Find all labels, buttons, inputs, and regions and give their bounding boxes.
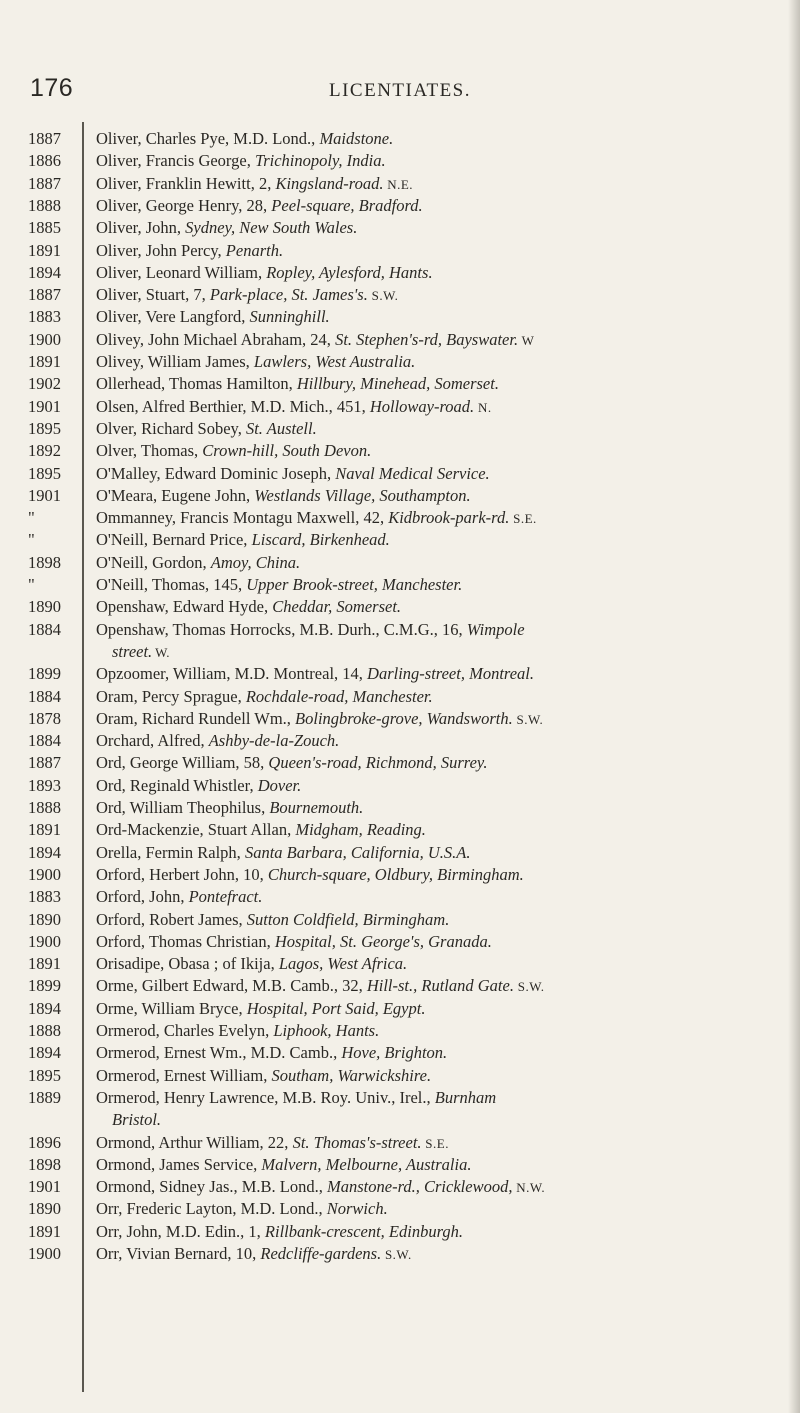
entry-name: Orford, Thomas Christian, xyxy=(96,931,275,951)
entry-name: Olivey, William James, xyxy=(96,352,254,371)
entry-postal-district: N.W. xyxy=(512,1180,546,1196)
entry-text xyxy=(96,574,788,596)
entry-text xyxy=(96,708,788,731)
entry-text xyxy=(96,797,788,819)
entry-continuation-text: street. xyxy=(112,641,153,661)
entry-address: Hill-st., Rutland Gate. xyxy=(366,976,514,996)
entry-address: Hove, Brighton. xyxy=(341,1043,448,1063)
entry-year: 1891 xyxy=(28,954,61,974)
entry-name: Olivey, John Michael Abraham, 24, xyxy=(96,329,336,349)
entry-postal-district: S.W. xyxy=(513,979,545,995)
entry-row xyxy=(0,440,800,462)
entry-address: Sunninghill. xyxy=(249,307,330,327)
entry-row xyxy=(0,752,800,774)
entry-address: Wimpole xyxy=(466,619,525,639)
running-head: LICENTIATES. xyxy=(328,80,471,101)
entry-name: Oliver, John, xyxy=(96,218,186,238)
page-edge-shadow xyxy=(788,0,800,1413)
entry-address: Bournemouth. xyxy=(269,798,364,817)
entry-text xyxy=(96,686,788,708)
entry-text xyxy=(96,440,788,462)
entry-address: Queen's-road, Richmond, Surrey. xyxy=(268,753,488,773)
entry-name: Oliver, Stuart, 7, xyxy=(96,285,210,305)
entry-row xyxy=(0,351,800,373)
entry-name: Ormerod, Ernest Wm., M.D. Camb., xyxy=(96,1043,342,1063)
entry-year: 1887 xyxy=(28,129,61,148)
page-header xyxy=(0,74,800,108)
entry-year: 1884 xyxy=(28,731,61,751)
entry-row xyxy=(0,1243,800,1265)
entry-year: 1894 xyxy=(28,262,61,282)
entry-text xyxy=(96,351,788,373)
entry-row xyxy=(0,1020,800,1042)
entry-address: Liphook, Hants. xyxy=(273,1021,380,1040)
entry-year: 1887 xyxy=(28,173,61,193)
entry-row xyxy=(0,128,800,150)
entry-address: Lagos, West Africa. xyxy=(278,954,408,974)
entry-year: " xyxy=(28,530,35,550)
entry-row xyxy=(0,1221,800,1243)
entry-row xyxy=(0,1042,800,1064)
entry-name: O'Neill, Bernard Price, xyxy=(96,530,252,550)
entry-year: 1891 xyxy=(28,1221,61,1241)
entry-address: Malvern, Melbourne, Australia. xyxy=(261,1154,472,1174)
entry-name: Ord, William Theophilus, xyxy=(96,798,270,817)
entry-row xyxy=(0,1176,800,1198)
entry-postal-district: S.E. xyxy=(421,1135,449,1151)
entry-row xyxy=(0,775,800,797)
entry-address: St. Thomas's-street. xyxy=(292,1132,422,1152)
entry-name: Ormond, Arthur William, 22, xyxy=(96,1132,293,1152)
entry-text xyxy=(96,485,788,507)
entry-year: 1901 xyxy=(28,1177,61,1197)
entry-name: O'Malley, Edward Dominic Joseph, xyxy=(96,463,336,483)
entry-postal-district: S.W. xyxy=(367,288,399,304)
entry-year: 1895 xyxy=(28,418,61,438)
entry-row xyxy=(0,1065,800,1087)
entry-text xyxy=(96,1020,788,1042)
entry-name: Ormond, Sidney Jas., M.B. Lond., xyxy=(96,1177,327,1197)
entry-postal-district: W. xyxy=(152,644,170,660)
entry-postal-district: S.W. xyxy=(381,1247,412,1262)
entry-year: 1898 xyxy=(28,1154,61,1174)
entry-year: 1884 xyxy=(28,619,61,639)
entry-row xyxy=(0,842,800,864)
entry-row xyxy=(0,886,800,908)
entry-text xyxy=(96,529,788,551)
entry-row xyxy=(0,217,800,239)
entry-year: " xyxy=(28,575,35,594)
entry-address: Upper Brook-street, Manchester. xyxy=(246,575,463,594)
entry-row xyxy=(0,240,800,262)
entry-year: 1902 xyxy=(28,374,61,394)
entry-year: 1895 xyxy=(28,463,61,483)
entry-continuation xyxy=(112,641,788,664)
entry-address: Santa Barbara, California, U.S.A. xyxy=(244,842,471,862)
entry-name: Ord, George William, 58, xyxy=(96,753,269,773)
entry-name: Orford, John, xyxy=(96,887,189,907)
entry-continuation xyxy=(112,1109,788,1131)
entry-year: 1899 xyxy=(28,976,61,996)
entry-year: 1883 xyxy=(28,887,61,907)
entry-text xyxy=(96,953,788,975)
entry-name: Oram, Percy Sprague, xyxy=(96,686,246,706)
entry-address: Rillbank-crescent, Edinburgh. xyxy=(264,1221,464,1241)
entry-name: Ommanney, Francis Montagu Maxwell, 42, xyxy=(96,508,389,528)
entry-year: 1894 xyxy=(28,1043,61,1063)
entry-text xyxy=(96,998,788,1020)
entry-row xyxy=(0,998,800,1020)
entry-address: Midgham, Reading. xyxy=(295,820,426,840)
entry-address: Burnham xyxy=(434,1087,497,1107)
entry-year: 1900 xyxy=(28,931,61,951)
entry-row xyxy=(0,485,800,507)
entry-name: Oliver, Franklin Hewitt, 2, xyxy=(96,173,276,193)
entry-year: 1883 xyxy=(28,307,61,327)
entry-year: 1900 xyxy=(28,864,61,884)
entry-address: St. Stephen's-rd, Bayswater. xyxy=(335,329,519,349)
entry-name: Oliver, Vere Langford, xyxy=(96,307,250,327)
entry-text xyxy=(96,552,788,574)
entry-address: Naval Medical Service. xyxy=(335,463,490,483)
entry-address: Ropley, Aylesford, Hants. xyxy=(266,262,433,282)
entry-year: 1888 xyxy=(28,1021,61,1040)
entry-text xyxy=(96,1243,788,1266)
entry-year: 1898 xyxy=(28,552,61,572)
entry-address: Pontefract. xyxy=(188,887,263,907)
entry-address: Peel-square, Bradford. xyxy=(271,195,423,215)
entry-address: Sydney, New South Wales. xyxy=(185,218,358,238)
entry-row xyxy=(0,529,800,551)
entry-text xyxy=(96,1132,788,1155)
entry-address: Kingsland-road. xyxy=(275,173,384,193)
entry-text xyxy=(96,775,788,797)
entry-row xyxy=(0,1198,800,1220)
entry-postal-district: S.W. xyxy=(512,711,544,727)
entry-row xyxy=(0,663,800,685)
entry-name: Ormond, James Service, xyxy=(96,1154,262,1174)
entry-name: Ord, Reginald Whistler, xyxy=(96,775,258,795)
entry-row xyxy=(0,552,800,574)
entry-address: Redcliffe-gardens. xyxy=(260,1244,382,1263)
entry-name: Openshaw, Thomas Horrocks, M.B. Durh., C.M.G., 16, xyxy=(96,619,467,639)
entry-year: 1900 xyxy=(28,1244,61,1263)
entry-text xyxy=(96,463,788,485)
entry-row xyxy=(0,262,800,284)
entry-row xyxy=(0,306,800,328)
entry-row xyxy=(0,150,800,172)
entry-name: Ormerod, Charles Evelyn, xyxy=(96,1021,274,1040)
entry-continuation-text: Bristol. xyxy=(112,1110,162,1130)
entry-name: Orme, William Bryce, xyxy=(96,998,247,1018)
entry-name: O'Neill, Thomas, 145, xyxy=(96,575,247,594)
entry-address: Cheddar, Somerset. xyxy=(272,597,402,617)
entry-text xyxy=(96,306,788,328)
entry-name: Olver, Thomas, xyxy=(96,441,203,461)
entry-text xyxy=(96,1154,788,1176)
entry-text xyxy=(96,418,788,440)
entry-text xyxy=(96,217,788,239)
entry-year: 1889 xyxy=(28,1087,61,1107)
entry-name: O'Meara, Eugene John, xyxy=(96,485,255,505)
entry-year: 1878 xyxy=(28,708,61,728)
entry-name: Ormerod, Henry Lawrence, M.B. Roy. Univ., Irel., xyxy=(96,1087,435,1107)
entry-row xyxy=(0,195,800,217)
entry-name: Oliver, Leonard William, xyxy=(96,262,267,282)
entry-text xyxy=(96,1176,788,1199)
entry-row xyxy=(0,730,800,752)
entry-year: 1893 xyxy=(28,775,61,795)
entry-address: St. Austell. xyxy=(245,418,317,438)
entry-text xyxy=(96,842,788,864)
entry-text xyxy=(96,128,788,150)
entry-text xyxy=(96,396,788,419)
entry-text xyxy=(96,1065,788,1087)
entry-row xyxy=(0,373,800,395)
entry-address: Maidstone. xyxy=(319,129,394,148)
entry-text xyxy=(96,864,788,886)
entry-text xyxy=(96,1087,788,1109)
entry-name: Orr, Frederic Layton, M.D. Lond., xyxy=(96,1199,327,1219)
entry-year: 1901 xyxy=(28,396,61,416)
entry-row xyxy=(0,507,800,529)
entry-name: Orme, Gilbert Edward, M.B. Camb., 32, xyxy=(96,976,367,996)
entry-year: 1899 xyxy=(28,664,61,684)
entry-address: Kidbrook-park-rd. xyxy=(388,508,510,528)
entry-year: 1891 xyxy=(28,240,61,260)
entry-text xyxy=(96,1221,788,1243)
entry-row xyxy=(0,284,800,306)
entry-address: Church-square, Oldbury, Birmingham. xyxy=(267,864,524,884)
entry-name: Openshaw, Edward Hyde, xyxy=(96,597,273,617)
page-number: 176 xyxy=(30,74,74,102)
entry-year: 1896 xyxy=(28,1132,61,1152)
entry-year: 1886 xyxy=(28,151,61,171)
entry-address: Hospital, St. George's, Granada. xyxy=(274,931,492,951)
entry-year: 1890 xyxy=(28,909,61,929)
entry-text xyxy=(96,507,788,530)
entry-name: Oliver, George Henry, 28, xyxy=(96,195,272,215)
entry-row xyxy=(0,931,800,953)
entry-row xyxy=(0,909,800,931)
entry-postal-district: W xyxy=(518,332,535,348)
entry-text xyxy=(96,752,788,774)
entry-text xyxy=(96,173,788,196)
entry-name: Orella, Fermin Ralph, xyxy=(96,842,245,862)
entry-row xyxy=(0,953,800,975)
entry-address: Norwich. xyxy=(326,1199,388,1219)
entry-text xyxy=(96,329,788,352)
entry-year: 1900 xyxy=(28,329,61,349)
entry-row xyxy=(0,975,800,997)
entry-address: Park-place, St. James's. xyxy=(209,285,368,305)
entry-address: Dover. xyxy=(257,775,302,795)
entry-year: 1887 xyxy=(28,753,61,773)
entry-row xyxy=(0,173,800,195)
entry-postal-district: N.E. xyxy=(383,176,414,192)
entry-row xyxy=(0,396,800,418)
entry-text xyxy=(96,150,788,172)
entry-year: 1891 xyxy=(28,820,61,840)
entry-address: Holloway-road. xyxy=(369,396,475,416)
entry-address: Westlands Village, Southampton. xyxy=(254,485,471,505)
entry-address: Hillbury, Minehead, Somerset. xyxy=(296,374,499,394)
entry-name: Orford, Robert James, xyxy=(96,909,247,929)
entry-year: 1890 xyxy=(28,1199,61,1219)
entry-text xyxy=(96,284,788,307)
entry-address: Sutton Coldfield, Birmingham. xyxy=(246,909,450,929)
entry-row xyxy=(0,329,800,351)
entry-name: Oliver, Charles Pye, M.D. Lond., xyxy=(96,129,320,148)
entry-name: Oliver, Francis George, xyxy=(96,151,255,171)
entry-name: Opzoomer, William, M.D. Montreal, 14, xyxy=(96,664,368,684)
entry-text xyxy=(96,1042,788,1064)
entry-text xyxy=(96,1198,788,1220)
entry-address: Darling-street, Montreal. xyxy=(367,664,535,684)
entry-address: Penarth. xyxy=(225,240,284,260)
entry-year: 1890 xyxy=(28,597,61,617)
entry-name: Orr, Vivian Bernard, 10, xyxy=(96,1244,261,1263)
entry-address: Lawlers, West Australia. xyxy=(253,352,416,371)
entry-row xyxy=(0,708,800,730)
entry-year: 1888 xyxy=(28,798,61,817)
entry-year: 1885 xyxy=(28,218,61,238)
entry-year: 1901 xyxy=(28,485,61,505)
entry-text xyxy=(96,931,788,953)
entry-text xyxy=(96,819,788,841)
entry-text xyxy=(96,262,788,284)
entry-address: Hospital, Port Said, Egypt. xyxy=(246,998,426,1018)
entry-year: 1891 xyxy=(28,352,61,371)
entry-text xyxy=(96,596,788,618)
entry-name: Orisadipe, Obasa ; of Ikija, xyxy=(96,954,279,974)
entry-row xyxy=(0,686,800,708)
entry-row xyxy=(0,418,800,440)
entry-name: Oliver, John Percy, xyxy=(96,240,226,260)
entry-address: Ashby-de-la-Zouch. xyxy=(208,731,340,751)
entry-postal-district: N. xyxy=(474,399,492,415)
entry-name: O'Neill, Gordon, xyxy=(96,552,211,572)
entry-name: Ollerhead, Thomas Hamilton, xyxy=(96,374,297,394)
entry-address: Liscard, Birkenhead. xyxy=(251,530,390,550)
entry-name: Ord-Mackenzie, Stuart Allan, xyxy=(96,820,296,840)
entry-address: Rochdale-road, Manchester. xyxy=(245,686,433,706)
entry-text xyxy=(96,663,788,685)
entry-row xyxy=(0,596,800,618)
entry-row xyxy=(0,1154,800,1176)
entry-name: Oram, Richard Rundell Wm., xyxy=(96,708,296,728)
entry-text xyxy=(96,373,788,395)
entry-row xyxy=(0,797,800,819)
entry-year: 1887 xyxy=(28,285,61,305)
entry-text xyxy=(96,195,788,217)
entry-row xyxy=(0,819,800,841)
entry-text xyxy=(96,619,788,641)
entry-text xyxy=(96,240,788,262)
entry-row xyxy=(0,1132,800,1154)
entry-name: Olver, Richard Sobey, xyxy=(96,418,246,438)
entry-address: Bolingbroke-grove, Wandsworth. xyxy=(295,708,513,728)
entry-address: Trichinopoly, India. xyxy=(254,151,386,171)
entry-text xyxy=(96,730,788,752)
entry-year: " xyxy=(28,508,35,528)
entry-name: Orr, John, M.D. Edin., 1, xyxy=(96,1221,265,1241)
entry-year: 1888 xyxy=(28,195,61,215)
entry-year: 1894 xyxy=(28,998,61,1018)
entry-year: 1884 xyxy=(28,686,61,706)
entry-text xyxy=(96,975,788,998)
entry-row xyxy=(0,574,800,596)
entry-name: Ormerod, Ernest William, xyxy=(96,1065,272,1085)
entry-name: Orford, Herbert John, 10, xyxy=(96,864,268,884)
entry-year: 1894 xyxy=(28,842,61,862)
entry-text xyxy=(96,886,788,908)
entry-row xyxy=(0,1087,800,1132)
entry-row xyxy=(0,864,800,886)
entry-address: Manstone-rd., Cricklewood, xyxy=(327,1177,513,1197)
entry-address: Southam, Warwickshire. xyxy=(271,1065,432,1085)
entry-address: Crown-hill, South Devon. xyxy=(202,441,372,461)
entry-year: 1892 xyxy=(28,441,61,461)
entry-row xyxy=(0,619,800,664)
entry-row xyxy=(0,463,800,485)
entry-year: 1895 xyxy=(28,1065,61,1085)
entry-address: Amoy, China. xyxy=(210,552,301,572)
entry-name: Orchard, Alfred, xyxy=(96,731,209,751)
entry-text xyxy=(96,909,788,931)
entry-postal-district: S.E. xyxy=(509,511,537,527)
entry-name: Olsen, Alfred Berthier, M.D. Mich., 451, xyxy=(96,396,370,416)
